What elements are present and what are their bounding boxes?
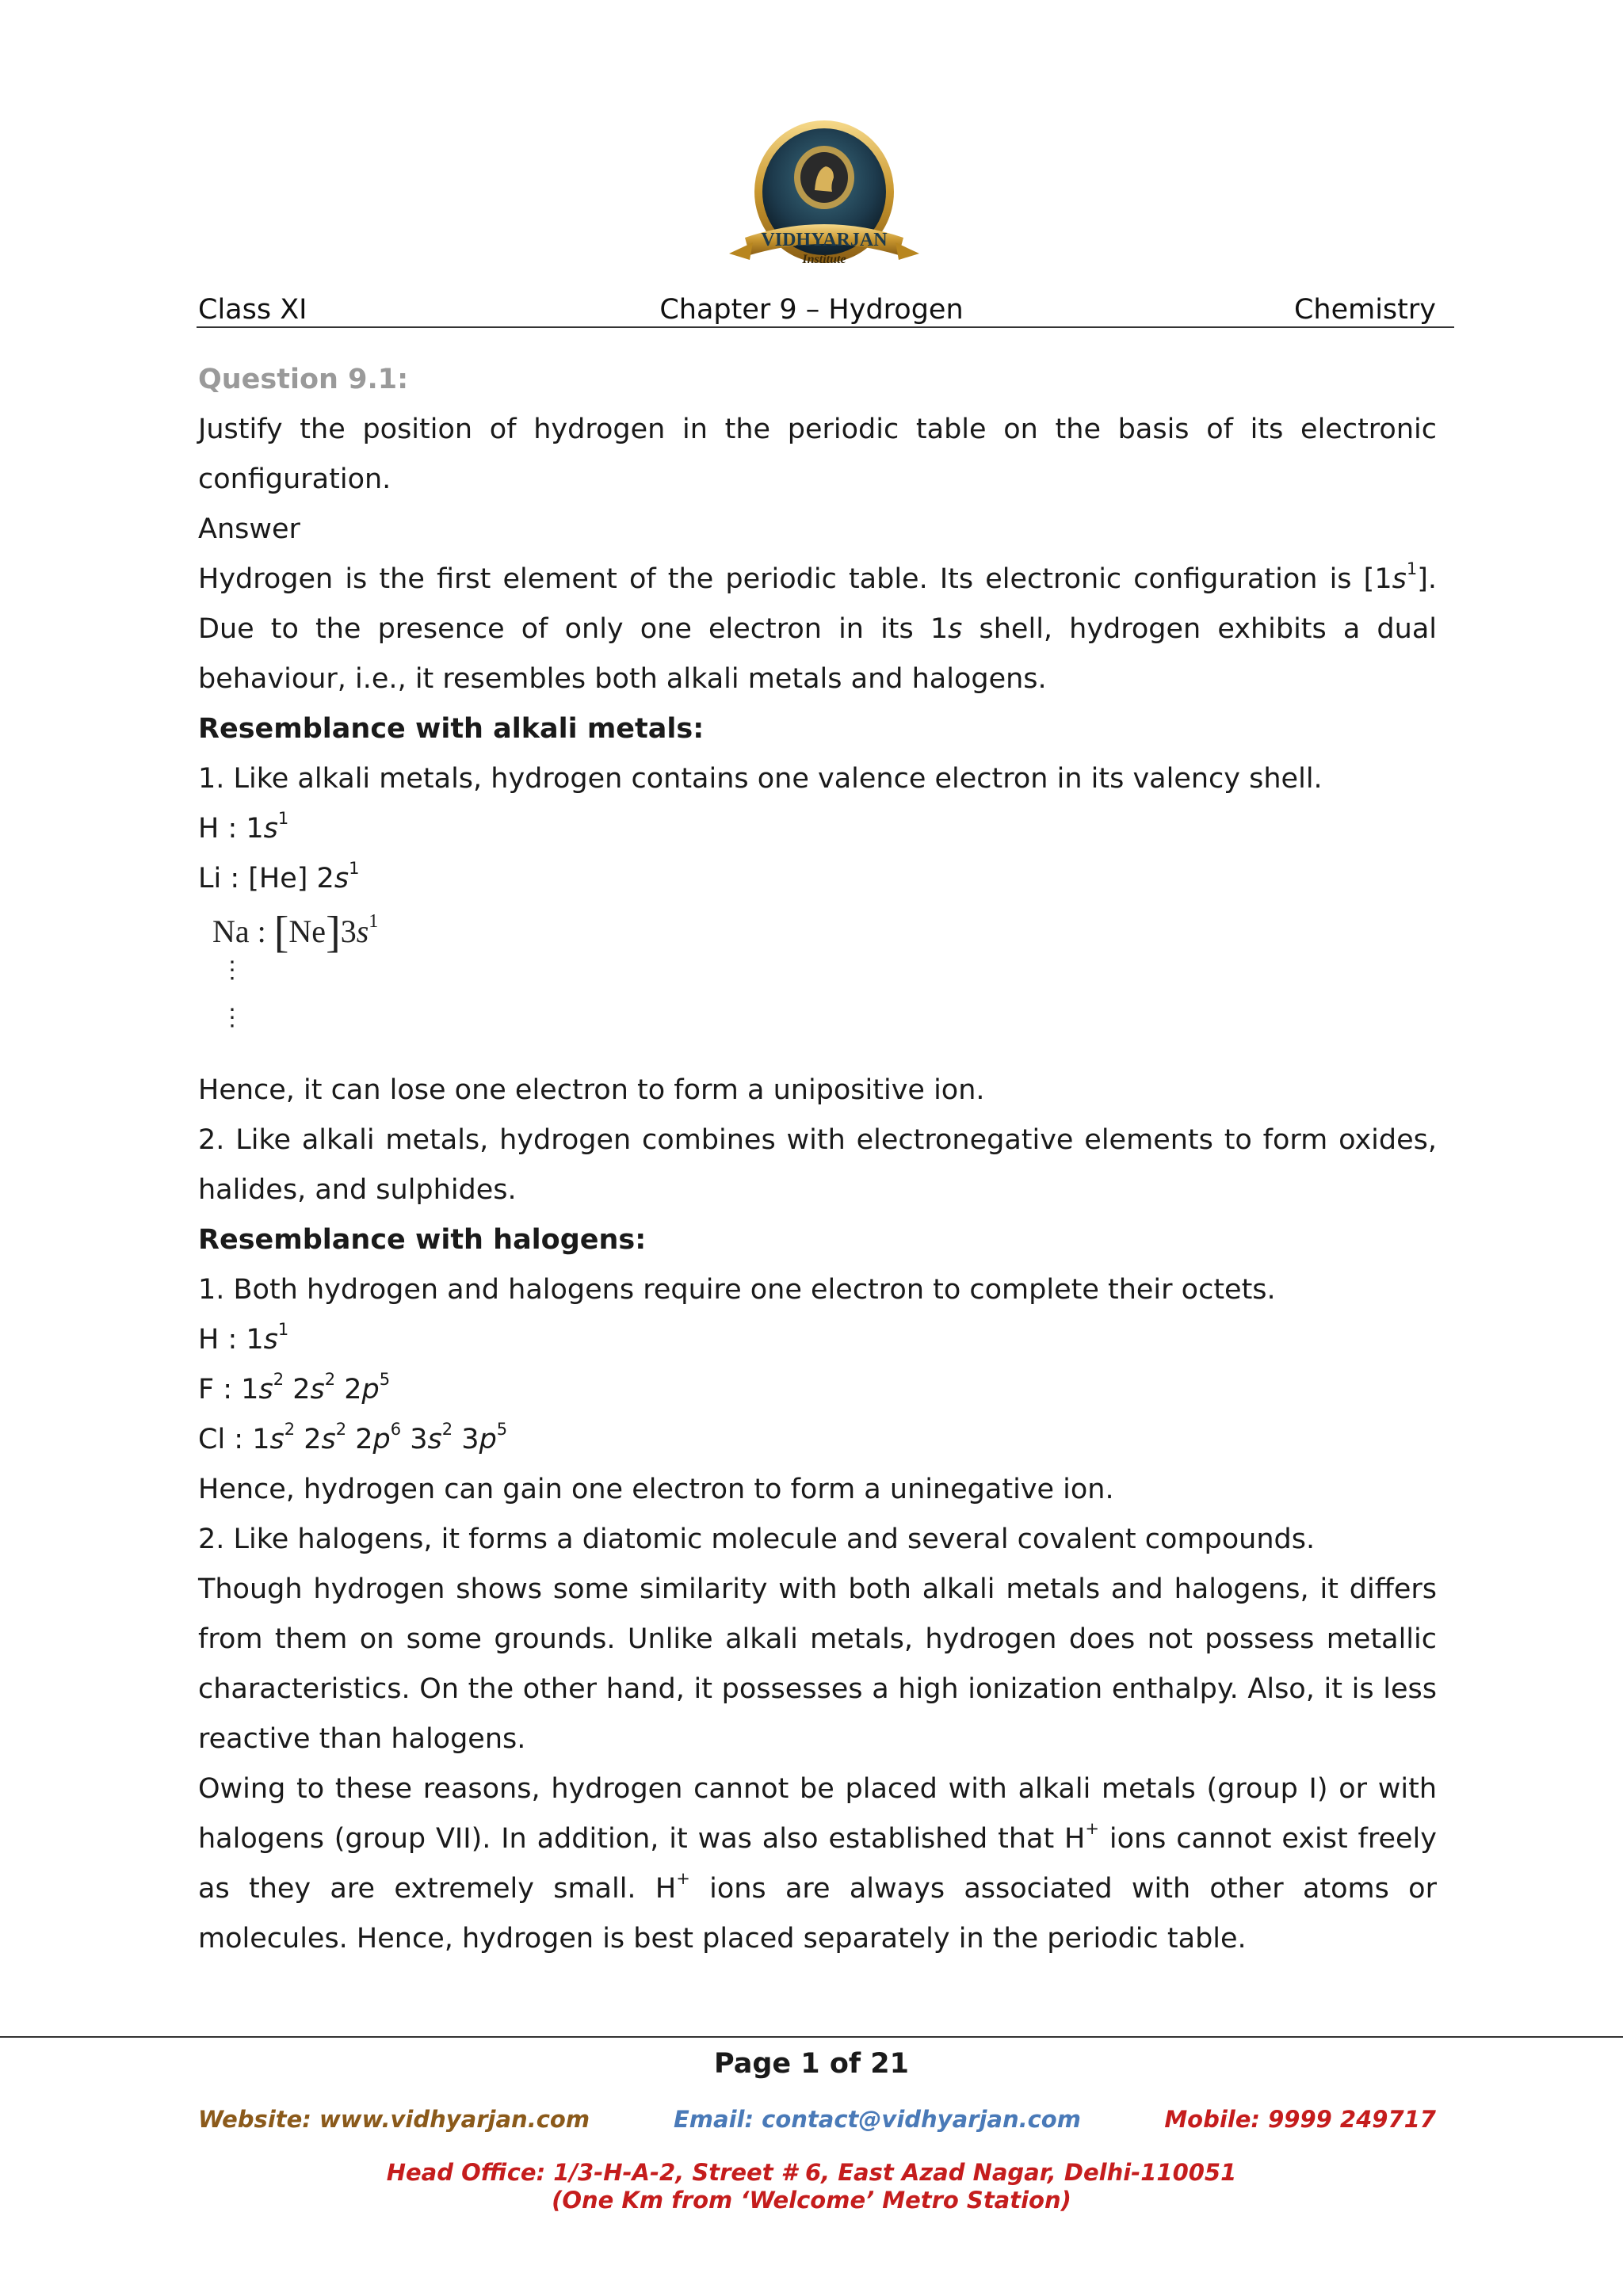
differs-paragraph: Though hydrogen shows some similarity with both alkali metals and halogens, it differs from them on some grounds. Unlike alkali metals, hydrogen does not possess metallic characteristics. On the other hand, it possesses a high ionization enthalpy. Also, it is less reactive than halogens. — [198, 1573, 1437, 1755]
question-title: Question 9.1: — [198, 364, 409, 395]
config-li: Li : [He] $2s^1$ — [198, 859, 360, 894]
config-na-figure — [206, 907, 444, 1056]
alkali-point-1: 1. Like alkali metals, hydrogen contains one valence electron in its valency shell. — [198, 763, 1323, 795]
vertical-dots-1: ⋮ — [220, 957, 244, 983]
page-content — [198, 355, 1437, 1964]
footer-email[interactable]: Email: contact@vidhyarjan.com — [674, 2106, 1081, 2133]
vertical-dots-2: ⋮ — [220, 1005, 244, 1031]
alkali-hence: Hence, it can lose one electron to form a unipositive ion. — [198, 1074, 985, 1106]
logo-text-main: VIDHYARJAN — [761, 230, 888, 250]
institute-logo — [713, 119, 935, 285]
alkali-heading: Resemblance with alkali metals: — [198, 713, 705, 745]
halogen-point-1: 1. Both hydrogen and halogens require one electron to complete their octets. — [198, 1274, 1276, 1306]
vidhyarjan-institute-logo-icon — [713, 119, 935, 285]
footer-mobile: Mobile: 9999 249717 — [1164, 2106, 1436, 2133]
header-class: Class XI — [198, 294, 307, 326]
alkali-point-2: 2. Like alkali metals, hydrogen combines with electronegative elements to form oxides, halides, and sulphides. — [198, 1124, 1437, 1206]
config-na: Na : $[Ne]3s^1$ — [212, 908, 379, 957]
answer-paragraph-1: Hydrogen is the first element of the periodic table. Its electronic configuration is $[1s^1]$. Due to the presence of only one electron in its 1s shell, hydrogen exhibits a dual behaviour, i.e., it resembles both alkali metals and halogens. — [198, 559, 1438, 695]
page-number: Page 1 of 21 — [713, 2048, 909, 2080]
halogen-heading: Resemblance with halogens: — [198, 1224, 647, 1256]
logo-text-sub: Institute — [802, 253, 846, 266]
answer-label: Answer — [198, 513, 300, 545]
halogen-point-2: 2. Like halogens, it forms a diatomic molecule and several covalent compounds. — [198, 1524, 1316, 1555]
conclusion-paragraph: Owing to these reasons, hydrogen cannot be placed with alkali metals (group I) or with halogens (group VII). In addition, it was also established that H+ ions cannot exist freely as they are extremely small. H+ ions are always associated with other atoms or molecules. Hence, hydrogen is best placed separately in the periodic table. — [198, 1773, 1437, 1955]
halogen-hence: Hence, hydrogen can gain one electron to form a uninegative ion. — [198, 1474, 1114, 1505]
footer-office-note: (One Km from ‘Welcome’ Metro Station) — [552, 2187, 1071, 2214]
config-f: F : $1s^2$ $2s^2$ $2p^5$ — [198, 1370, 391, 1405]
header-subject: Chemistry — [1293, 294, 1436, 326]
question-text: Justify the position of hydrogen in the periodic table on the basis of its electronic configuration. — [198, 414, 1437, 495]
config-cl: Cl : $1s^2$ $2s^2$ $2p^6$ $3s^2$ $3p^5$ — [198, 1420, 508, 1455]
config-h-alkali: H : $1s^1$ — [198, 809, 289, 845]
footer-divider — [0, 2036, 1623, 2038]
footer-head-office: Head Office: 1/3-H-A-2, Street # 6, East Azad Nagar, Delhi-110051 — [386, 2159, 1237, 2186]
footer-website[interactable]: Website: www.vidhyarjan.com — [198, 2106, 590, 2133]
header-divider — [197, 326, 1454, 328]
header-chapter: Chapter 9 – Hydrogen — [659, 294, 964, 326]
config-h-halogen: H : $1s^1$ — [198, 1320, 289, 1356]
